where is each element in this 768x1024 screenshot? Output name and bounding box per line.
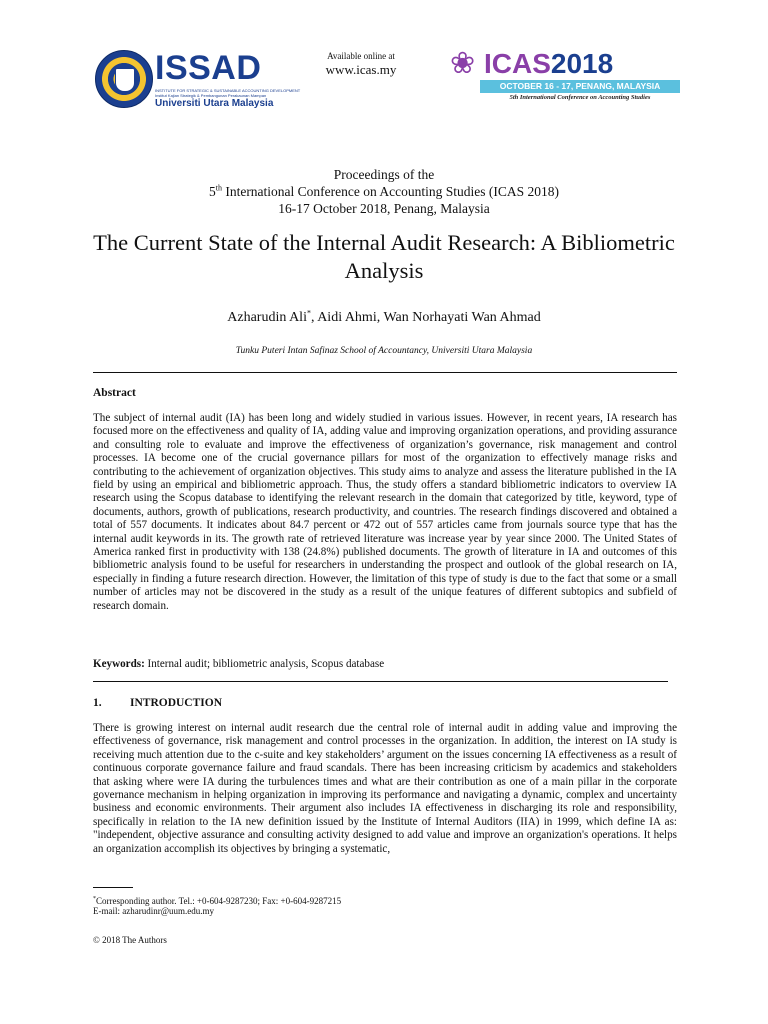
abstract-heading: Abstract (93, 387, 136, 399)
icas-dates-band: OCTOBER 16 - 17, PENANG, MALAYSIA (480, 80, 680, 93)
proceedings-line-1: Proceedings of the (333, 167, 435, 182)
issad-name: ISSAD (155, 49, 262, 87)
footnote-email: E-mail: azharudinr@uum.edu.my (93, 906, 215, 916)
icas-tagline: 5th International Conference on Accounting Studies (509, 94, 651, 101)
issad-university: Universiti Utara Malaysia (155, 98, 274, 109)
header-divider (93, 372, 677, 373)
proceedings-line-2: 5th International Conference on Accounting Studies (ICAS 2018) (208, 183, 560, 199)
section-heading-introduction: 1. INTRODUCTION (93, 697, 223, 709)
icas-name: ICAS2018 (484, 48, 614, 79)
footnote-divider (93, 887, 133, 888)
affiliation: Tunku Puteri Intan Safinaz School of Accountancy, Universiti Utara Malaysia (235, 346, 533, 356)
paper-title: The Current State of the Internal Audit Research: A Bibliometric Analysis (93, 230, 675, 283)
copyright-notice: © 2018 The Authors (93, 935, 167, 945)
availability-note (306, 50, 416, 78)
introduction-text: There is growing interest on internal audit research due the central role of internal audit in adding value and improving the effectiveness of governance, risk management and control processes in the organization. In addition, the interest on IA study is receiving much attention due to the c-suite and key stakeholders’ argument on the issues concerning IA effectiveness as a result of continuous corporate governance failure and fraud scandals. There has been increasing criticism by academics and stakeholders that asking where were IA during the turbulences times and what are their contribution as one of a main pillar in the corporate governance mechanism in helping organization in improving its performance and navigating a dynamic, complex and uncertainty business and economic environments. Their argument also includes IA effectiveness in discharging its role and responsibility, specifically in relation to the IA new definition issued by the Institute of Internal Auditors (IIA) in 1999, which define IA as: "independent, objective assurance and consulting activity designed to add value and improve an organization's operations. It helps an organization accomplish its objectives by bringing a systematic, (93, 722, 677, 855)
issad-subtitle-2: Institut Kajian Strategik & Pembangunan Perakaunan Mampan (155, 93, 267, 98)
keywords-text: Internal audit; bibliometric analysis, Scopus database (144, 658, 385, 670)
proceedings-block (0, 166, 768, 217)
keywords-label: Keywords: (93, 658, 145, 670)
university-seal-icon (95, 50, 153, 108)
issad-logo (95, 48, 301, 110)
icas-logo (450, 46, 685, 108)
issad-subtitle-1: INSTITUTE FOR STRATEGIC & SUSTAINABLE ACCOUNTING DEVELOPMENT (155, 88, 301, 93)
footnote-corresponding: *Corresponding author. Tel.: +0-604-9287230; Fax: +0-604-9287215 (93, 896, 342, 906)
keywords-line (93, 657, 677, 671)
flower-icon: ❀ (450, 46, 476, 81)
author-list: Azharudin Ali*, Aidi Ahmi, Wan Norhayati Wan Ahmad (227, 308, 541, 325)
keywords-divider (93, 681, 668, 682)
proceedings-line-3: 16-17 October 2018, Penang, Malaysia (278, 201, 490, 216)
available-online-label: Available online at (327, 51, 395, 61)
journal-url[interactable]: www.icas.my (325, 62, 397, 77)
abstract-text: The subject of internal audit (IA) has been long and widely studied in various issues. However, in recent years, IA research has focused more on the effectiveness and quality of IA, adding value and improving organization operations, and providing assurance and consulting role to evaluate and improve the effectiveness of organization’s governance, risk management and control processes. IA become one of the crucial governance pillars for most of the organization to effectively manage risks and contributing to the achievement of organization objectives. This study aims to analyze and assess the literature published in the IA field by using an empirical and bibliometric approach. Thus, the study offers a standard bibliometric indicators to overview IA research using the Scopus database to identifying the relevant research in the domain that categorized by title, keyword, type of documents, authors, growth of publications, research productivity, and countries. The research findings discovered and obtained a total of 557 documents. It indicates about 84.7 percent or 472 out of 557 articles came from journals source type that has the internal audit keywords in its. The growth rate of retrieved literature was increase year by year since 2000. The United States of America ranked first in productivity with 138 (24.8%) published documents. The growth of literature in IA and outcomes of this bibliometric analysis found to be useful for researchers in understanding the prospect and outlook of the global research on IA, especially in finding a future research direction. However, the limitation of this type of study is due to the fact that some or a small number of articles may not be discovered in the study as a result of the unique features of different subtopics and subfield of research domain. (93, 412, 677, 612)
journal-header (0, 40, 768, 120)
